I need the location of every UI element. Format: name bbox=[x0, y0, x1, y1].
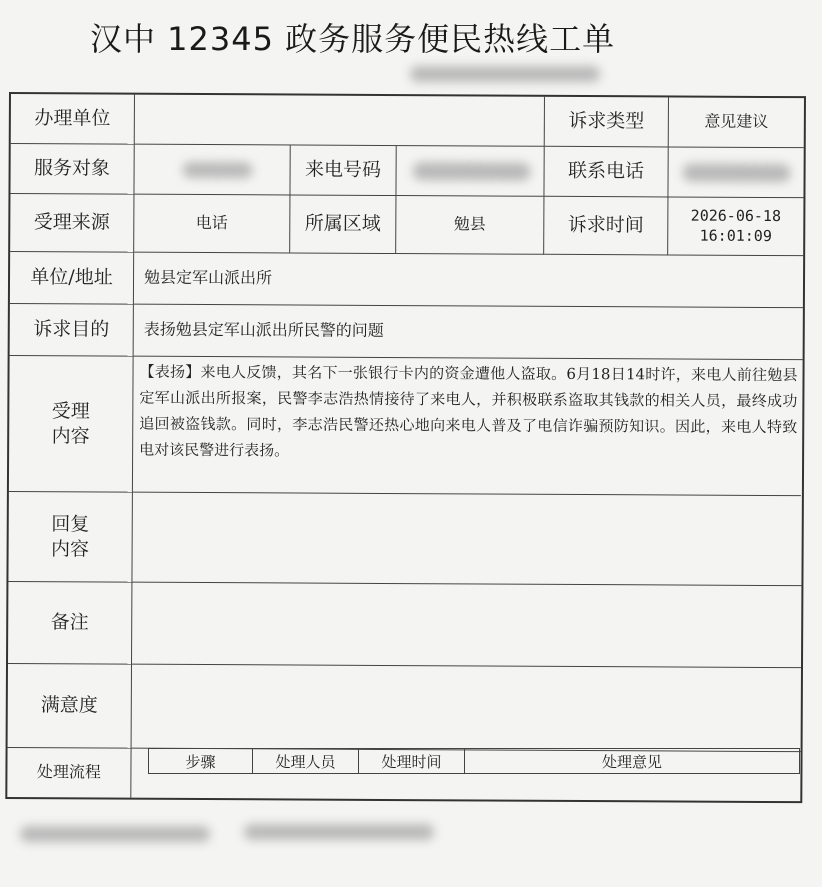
label-service-target: 服务对象 bbox=[10, 144, 134, 195]
label-contact-phone: 联系电话 bbox=[544, 147, 668, 198]
redacted-contact-phone bbox=[683, 164, 791, 183]
value-service-target bbox=[134, 145, 290, 196]
label-unit-address: 单位/地址 bbox=[10, 252, 134, 305]
redacted-header-code bbox=[410, 66, 600, 82]
label-remark: 备注 bbox=[8, 582, 132, 665]
label-area: 所属区域 bbox=[290, 195, 396, 254]
value-reply bbox=[132, 493, 801, 587]
label-reply: 回复 内容 bbox=[8, 492, 132, 583]
value-caller-number bbox=[396, 146, 544, 197]
redacted-service-target bbox=[183, 162, 253, 178]
process-col-step: 步骤 bbox=[149, 749, 253, 773]
label-appeal-purpose: 诉求目的 bbox=[10, 304, 134, 357]
document-title: 汉中 12345 政务服务便民热线工单 bbox=[90, 20, 616, 58]
value-appeal-purpose: 表扬勉县定军山派出所民警的问题 bbox=[134, 305, 803, 361]
label-process: 处理流程 bbox=[7, 748, 131, 798]
work-order-table bbox=[5, 92, 806, 803]
appeal-date: 2026-06-18 bbox=[690, 206, 782, 226]
value-unit-address: 勉县定军山派出所 bbox=[134, 253, 803, 309]
label-source: 受理来源 bbox=[10, 194, 134, 253]
process-col-time: 处理时间 bbox=[359, 749, 465, 773]
process-col-handler: 处理人员 bbox=[253, 749, 359, 773]
appeal-clock: 16:01:09 bbox=[699, 226, 772, 245]
redacted-caller-number bbox=[413, 162, 531, 181]
process-header-row bbox=[148, 748, 800, 774]
value-contact-phone bbox=[668, 147, 803, 198]
value-handling-unit bbox=[135, 95, 545, 147]
value-source: 电话 bbox=[134, 195, 290, 254]
label-handling-unit: 办理单位 bbox=[11, 94, 135, 145]
value-remark bbox=[132, 583, 801, 669]
value-appeal-type: 意见建议 bbox=[669, 97, 804, 148]
label-satisfaction: 满意度 bbox=[8, 664, 132, 749]
label-caller-number: 来电号码 bbox=[290, 145, 396, 196]
label-content: 受理 内容 bbox=[9, 356, 134, 493]
value-content: 【表扬】来电人反馈，其名下一张银行卡内的资金遭他人盗取。6月18日14时许，来电人前往勉县定军山派出所报案，民警李志浩热情接待了来电人，并积极联系盗取其钱款的相关人员，最终成功追回被盗钱款。同时，李志浩民警还热心地向来电人普及了电信诈骗预防知识。因此，来电人特致电对该民警进行表扬。 bbox=[133, 357, 802, 496]
value-area: 勉县 bbox=[396, 196, 544, 255]
process-col-opinion: 处理意见 bbox=[601, 752, 662, 771]
redacted-footer-left bbox=[20, 826, 210, 842]
label-appeal-type: 诉求类型 bbox=[545, 97, 669, 148]
label-appeal-time: 诉求时间 bbox=[544, 197, 668, 256]
value-satisfaction bbox=[132, 665, 801, 753]
value-appeal-time bbox=[668, 197, 803, 256]
redacted-footer-right bbox=[244, 824, 434, 840]
